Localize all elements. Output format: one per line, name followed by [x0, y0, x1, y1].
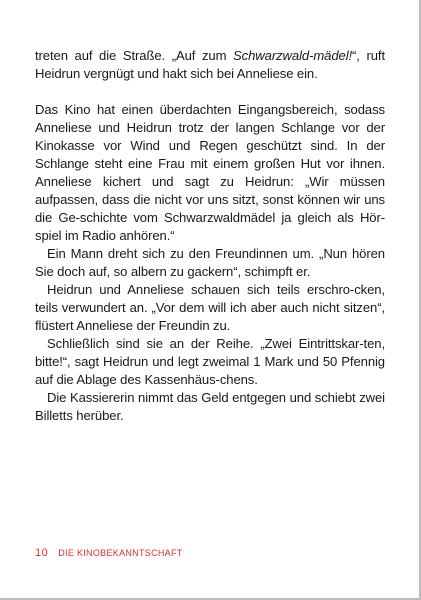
paragraph-2 — [35, 101, 385, 245]
paragraph-3 — [35, 245, 385, 281]
paragraph-5 — [35, 335, 385, 389]
text-segment-italic: Schwarzwald-mädel! — [233, 48, 353, 63]
body-text — [35, 47, 385, 425]
page-number: 10 — [35, 547, 49, 559]
paragraph-1 — [35, 47, 385, 83]
paragraph-4 — [35, 281, 385, 335]
paragraph-6 — [35, 389, 385, 425]
text-segment: Das Kino hat einen überdachten Eingangsbereich, sodass Anneliese und Heidrun trotz der langen Schlange vor der Kinokasse vor Wind und Regen geschützt sind. In der Schlange steht eine Frau mit einem großen Hut vor ihnen. Anneliese kichert und sagt zu Heidrun: „Wir müssen aufpassen, dass die nicht vor uns sitzt, sonst können wir uns die Ge-schichte vom Schwarzwaldmädel ja gleich als Hör-spiel im Radio anhören.“ — [35, 102, 385, 243]
text-segment: “, ruft Heidrun vergnügt und hakt sich bei Anneliese ein. — [35, 48, 385, 81]
page-footer — [35, 547, 183, 559]
text-segment: treten auf die Straße. „Auf zum — [35, 48, 234, 63]
text-segment: Heidrun und Anneliese schauen sich teils erschro-cken, teils verwundert an. „Vor dem will ich aber auch nicht sitzen“, flüstert Anneliese der Freundin zu. — [35, 282, 385, 333]
text-segment: Ein Mann dreht sich zu den Freundinnen um. „Nun hören Sie doch auf, so albern zu gackern“, schimpft er. — [35, 246, 385, 279]
text-segment: Schließlich sind sie an der Reihe. „Zwei Eintrittskar-ten, bitte!“, sagt Heidrun und legt zweimal 1 Mark und 50 Pfennig auf die Ablage des Kassenhäus-chens. — [35, 336, 385, 387]
text-segment: Die Kassiererin nimmt das Geld entgegen und schiebt zwei Billetts herüber. — [35, 390, 385, 423]
running-title: DIE KINOBEKANNTSCHAFT — [58, 548, 183, 558]
